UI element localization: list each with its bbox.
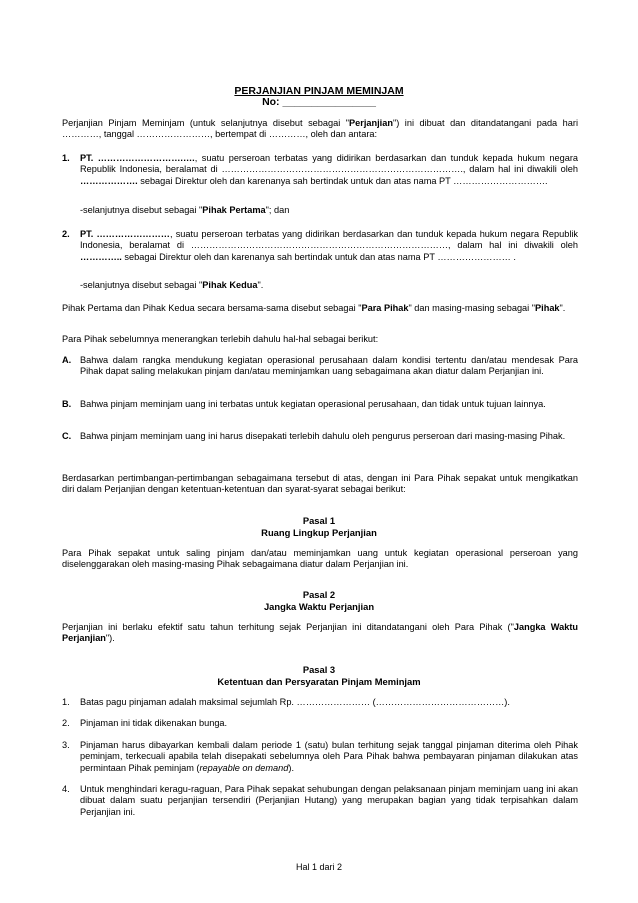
parties-paragraph: Pihak Pertama dan Pihak Kedua secara bersama-sama disebut sebagai "Para Pihak" dan masing-masing sebagai "Pihak". <box>62 303 566 313</box>
pasal1-number: Pasal 1 <box>302 515 336 526</box>
intro-paragraph: Perjanjian Pinjam Meminjam (untuk selanjutnya disebut sebagai "Perjanjian") ini dibuat dan ditandatangani pada hari …………, tanggal ……………………, bertempat di …………, oleh dan antara: <box>62 118 578 140</box>
recital-intro: Para Pihak sebelumnya menerangkan terlebih dahulu hal-hal sebagai berikut: <box>62 334 379 344</box>
party2-number: 2. <box>62 229 70 239</box>
pasal3-item-number: 1. <box>62 697 70 707</box>
pasal3-title: Ketentuan dan Persyaratan Pinjam Meminjam <box>217 676 421 687</box>
pasal3-number: Pasal 3 <box>302 664 336 675</box>
party2-designation: -selanjutnya disebut sebagai "Pihak Kedua". <box>80 280 264 290</box>
pasal3-item-number: 2. <box>62 718 70 728</box>
party1-designation: -selanjutnya disebut sebagai "Pihak Pertama"; dan <box>80 205 290 215</box>
pasal3-item-text: Untuk menghindari keragu-raguan, Para Pihak sepakat sehubungan dengan pelaksanaan pinjam meminjam uang ini akan dibuat dalam suatu perjanjian tersendiri (Perjanjian Hutang) yang merupakan bagian yang tidak terpisahkan dalam Perjanjian ini. <box>80 784 578 817</box>
pasal2-title: Jangka Waktu Perjanjian <box>263 601 375 612</box>
recital-text: Bahwa pinjam meminjam uang ini terbatas untuk kegiatan operasional perusahaan, dan tidak untuk tujuan lainnya. <box>80 399 546 409</box>
pasal1-text: Para Pihak sepakat untuk saling pinjam dan/atau meminjamkan uang untuk kegiatan operasional perseroan yang diselenggarakan oleh masing-masing Pihak sebagaimana diatur dalam Perjanjian ini. <box>62 548 578 570</box>
pasal3-item-text: Batas pagu pinjaman adalah maksimal sejumlah Rp. …………………… (……………………………………). <box>80 697 510 707</box>
pasal3-item-text: Pinjaman ini tidak dikenakan bunga. <box>80 718 228 728</box>
page-footer: Hal 1 dari 2 <box>295 862 343 872</box>
pasal2-text: Perjanjian ini berlaku efektif satu tahun terhitung sejak Perjanjian ini ditandatangani oleh Para Pihak ("Jangka Waktu Perjanjian"). <box>62 622 578 644</box>
pasal3-item-text: Pinjaman harus dibayarkan kembali dalam periode 1 (satu) bulan terhitung sejak tanggal pinjaman diterima oleh Pihak peminjam, terkecuali apabila telah disepakati sebelumnya oleh Para Pihak bahwa pembayaran pinjaman dilakukan atas permintaan Pihak peminjam (repayable on demand). <box>80 740 578 773</box>
document-number: No: ________________ <box>262 96 376 108</box>
pasal3-item-number: 4. <box>62 784 70 794</box>
party1-paragraph: PT. ……………………….…., suatu perseroan terbatas yang didirikan berdasarkan dan tunduk kepada hukum negara Republik Indonesia, beralamat di ……………………………………………………………………., dalam hal ini diwakili oleh ………………. sebagai Direktur oleh dan karenanya sah bertindak untuk dan atas nama PT …………………………. <box>80 153 578 186</box>
recital-letter: B. <box>62 399 72 409</box>
recital-letter: C. <box>62 431 72 441</box>
agreement-paragraph: Berdasarkan pertimbangan-pertimbangan sebagaimana tersebut di atas, dengan ini Para Pihak sepakat untuk mengikatkan diri dalam Perjanjian dengan ketentuan-ketentuan dan syarat-syarat sebagai berikut: <box>62 473 578 495</box>
recital-letter: A. <box>62 355 72 365</box>
pasal3-item-number: 3. <box>62 740 70 750</box>
pasal1-title: Ruang Lingkup Perjanjian <box>261 527 377 538</box>
recital-text: Bahwa pinjam meminjam uang ini harus disepakati terlebih dahulu oleh pengurus perseroan dari masing-masing Pihak. <box>80 431 566 441</box>
document-title: PERJANJIAN PINJAM MEMINJAM <box>234 85 404 97</box>
party2-paragraph: PT. ……………………, suatu perseroan terbatas yang didirikan berdasarkan dan tunduk kepada hukum negara Republik Indonesia, beralamat di …………………………………………………………………………, dalam hal ini diwakili oleh ………….. sebagai Direktur oleh dan karenanya sah bertindak untuk dan atas nama PT …………………… . <box>80 229 578 262</box>
recital-text: Bahwa dalam rangka mendukung kegiatan operasional perusahaan dalam kondisi tertentu dan/atau mendesak Para Pihak dapat saling melakukan pinjam dan/atau meminjamkan uang sebagaimana akan diatur dalam Perjanjian ini. <box>80 355 578 377</box>
party1-number: 1. <box>62 153 70 163</box>
pasal2-number: Pasal 2 <box>302 589 336 600</box>
